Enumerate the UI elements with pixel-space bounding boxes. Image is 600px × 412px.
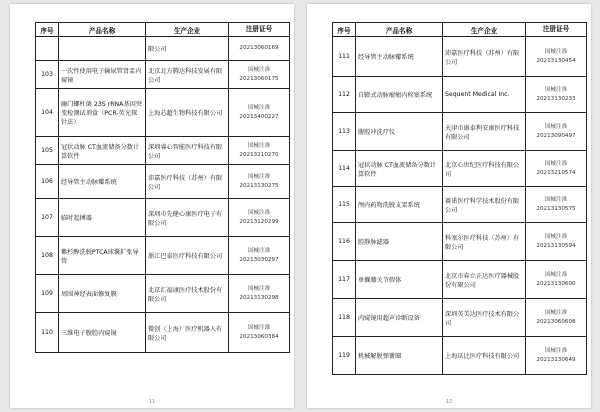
row-no: 108 bbox=[36, 237, 59, 275]
table-row bbox=[36, 199, 290, 237]
row-reg-prefix: 国械注准 bbox=[544, 234, 568, 241]
row-no: 104 bbox=[36, 89, 59, 137]
row-reg-prefix: 国械注准 bbox=[247, 143, 271, 150]
row-product-name bbox=[59, 37, 146, 61]
row-no: 116 bbox=[333, 223, 356, 261]
table-row bbox=[36, 37, 290, 61]
row-registration bbox=[229, 199, 290, 237]
row-reg-number: 20213210574 bbox=[536, 169, 576, 176]
row-enterprise: 深圳市先健心康医疗电子有限公司 bbox=[146, 199, 229, 237]
table-row bbox=[333, 299, 587, 337]
header-product-name: 产品名称 bbox=[59, 23, 146, 37]
row-product-name: 内窥镜用超声诊断设备 bbox=[356, 299, 443, 337]
row-registration bbox=[229, 89, 290, 137]
row-reg-number: 20213060608 bbox=[536, 318, 576, 325]
row-reg-number: 20213130594 bbox=[536, 242, 576, 249]
row-reg-number: 20213130454 bbox=[536, 57, 576, 64]
row-reg-number: 20213090497 bbox=[536, 132, 576, 139]
header-product-name: 产品名称 bbox=[356, 23, 443, 37]
row-enterprise: 沛嘉医疗科技（苏州）有限公司 bbox=[146, 165, 229, 199]
row-enterprise: Sequent Medical Inc. bbox=[443, 77, 526, 113]
document-page-right bbox=[307, 4, 591, 408]
row-product-name: 腔静脉滤器 bbox=[356, 223, 443, 261]
row-no: 113 bbox=[333, 113, 356, 151]
row-reg-prefix: 国械注准 bbox=[544, 49, 568, 56]
row-enterprise: 北京北方腾达科技发展有限公司 bbox=[146, 61, 229, 89]
row-product-name: 周围神经表面修复膜 bbox=[59, 275, 146, 313]
header-no: 序号 bbox=[36, 23, 59, 37]
row-no: 103 bbox=[36, 61, 59, 89]
table-row bbox=[333, 77, 587, 113]
row-reg-number: 20213060175 bbox=[239, 75, 279, 82]
table-header-row bbox=[36, 23, 290, 37]
page-number-left: 11 bbox=[148, 399, 156, 405]
header-registration: 注册证号 bbox=[526, 23, 587, 37]
table-row bbox=[333, 337, 587, 375]
row-no: 118 bbox=[333, 299, 356, 337]
row-reg-number: 20213130298 bbox=[239, 294, 279, 301]
row-product-name: 机械解脱弹簧圈 bbox=[356, 337, 443, 375]
row-product-name: 三维电子腹腔内窥镜 bbox=[59, 313, 146, 353]
row-enterprise: 深圳睿心智能医疗科技有限公司 bbox=[146, 137, 229, 165]
row-enterprise: 深圳英美达医疗技术有限公司 bbox=[443, 299, 526, 337]
row-registration bbox=[229, 137, 290, 165]
row-reg-number: 20213030297 bbox=[239, 256, 279, 263]
document-page-left bbox=[10, 4, 294, 408]
row-product-name: 紫杉醇洗脱PTCA球囊扩张导管 bbox=[59, 237, 146, 275]
page-number-right: 12 bbox=[445, 399, 453, 405]
row-product-name: 腹腔冲洗疗仪 bbox=[356, 113, 443, 151]
row-reg-prefix: 国械注准 bbox=[247, 105, 271, 112]
table-row bbox=[333, 151, 587, 187]
row-no: 111 bbox=[333, 37, 356, 77]
row-enterprise: 微创（上海）医疗机器人有限公司 bbox=[146, 313, 229, 353]
row-product-name: 单髁膝关节假体 bbox=[356, 261, 443, 299]
row-no: 109 bbox=[36, 275, 59, 313]
row-no: 112 bbox=[333, 77, 356, 113]
row-registration bbox=[229, 37, 290, 61]
row-reg-prefix: 国械注准 bbox=[247, 286, 271, 293]
row-registration bbox=[526, 223, 587, 261]
row-no: 110 bbox=[36, 313, 59, 353]
row-reg-prefix: 国械注准 bbox=[247, 67, 271, 74]
row-enterprise: 北京市春立正达医疗器械股份有限公司 bbox=[443, 261, 526, 299]
row-product-name: 颅内药物洗脱支架系统 bbox=[356, 187, 443, 223]
table-row bbox=[333, 187, 587, 223]
row-registration bbox=[526, 151, 587, 187]
row-product-name: 冠状动脉 CT血流储备分数计算软件 bbox=[356, 151, 443, 187]
row-reg-prefix: 国械注准 bbox=[544, 161, 568, 168]
row-registration bbox=[229, 61, 290, 89]
row-reg-prefix: 国械注准 bbox=[247, 248, 271, 255]
registration-table-right bbox=[332, 22, 587, 375]
row-reg-prefix: 国械注准 bbox=[247, 210, 271, 217]
header-enterprise: 生产企业 bbox=[146, 23, 229, 37]
row-registration bbox=[526, 337, 587, 375]
row-no: 119 bbox=[333, 337, 356, 375]
row-no: 105 bbox=[36, 137, 59, 165]
row-reg-number: 20213210270 bbox=[239, 151, 279, 158]
row-registration bbox=[526, 187, 587, 223]
table-row bbox=[36, 313, 290, 353]
row-reg-number: 20213130233 bbox=[536, 95, 576, 102]
row-enterprise: 浙江巴泰医疗科技有限公司 bbox=[146, 237, 229, 275]
row-registration bbox=[526, 299, 587, 337]
header-no: 序号 bbox=[333, 23, 356, 37]
row-no: 107 bbox=[36, 199, 59, 237]
table-row bbox=[36, 165, 290, 199]
row-reg-prefix: 国械注准 bbox=[544, 124, 568, 131]
row-reg-number: 20213120299 bbox=[239, 218, 279, 225]
row-no: 114 bbox=[333, 151, 356, 187]
row-reg-prefix: 国械注准 bbox=[544, 272, 568, 279]
table-row bbox=[36, 275, 290, 313]
row-registration bbox=[229, 275, 290, 313]
table-row bbox=[333, 223, 587, 261]
row-registration bbox=[229, 237, 290, 275]
row-reg-number: 20213400227 bbox=[239, 113, 279, 120]
row-registration bbox=[526, 77, 587, 113]
row-reg-prefix: 国械注准 bbox=[544, 197, 568, 204]
row-product-name: 自膨式动脉瘤瘤内栓塞系统 bbox=[356, 77, 443, 113]
row-enterprise: 限公司 bbox=[146, 37, 229, 61]
row-reg-prefix: 国械注准 bbox=[247, 325, 271, 332]
row-reg-prefix: 国械注准 bbox=[544, 310, 568, 317]
row-product-name: 冠状动脉 CT血流储备分数计算软件 bbox=[59, 137, 146, 165]
row-reg-prefix: 国械注准 bbox=[247, 174, 271, 181]
table-row bbox=[333, 261, 587, 299]
row-registration bbox=[526, 261, 587, 299]
row-product-name: 经导管主动脉瓣系统 bbox=[356, 37, 443, 77]
row-product-name: 临时起搏器 bbox=[59, 199, 146, 237]
row-no: 115 bbox=[333, 187, 356, 223]
row-reg-number: 20213060169 bbox=[239, 45, 279, 52]
row-reg-prefix: 国械注准 bbox=[544, 348, 568, 355]
row-product-name: 一次性使用电子输尿管肾盂内窥镜 bbox=[59, 61, 146, 89]
row-reg-number: 20213130600 bbox=[536, 280, 576, 287]
header-registration: 注册证号 bbox=[229, 23, 290, 37]
row-enterprise: 赛诺医疗科学技术股份有限公司 bbox=[443, 187, 526, 223]
table-row bbox=[36, 89, 290, 137]
table-row bbox=[333, 113, 587, 151]
row-reg-number: 20213060384 bbox=[239, 333, 279, 340]
row-registration bbox=[229, 165, 290, 199]
row-product-name: 经导管主动脉瓣系统 bbox=[59, 165, 146, 199]
row-registration bbox=[526, 113, 587, 151]
row-registration bbox=[229, 313, 290, 353]
table-row bbox=[36, 61, 290, 89]
table-header-row bbox=[333, 23, 587, 37]
row-enterprise: 北京心世纪医疗科技有限公司 bbox=[443, 151, 526, 187]
header-enterprise: 生产企业 bbox=[443, 23, 526, 37]
row-reg-prefix: 国械注准 bbox=[544, 87, 568, 94]
row-product-name: 幽门螺杆菌 23S rRNA基因突变检测试剂盒（PCR-荧光探针法） bbox=[59, 89, 146, 137]
row-enterprise: 上海沃比医疗科技有限公司 bbox=[443, 337, 526, 375]
row-registration bbox=[526, 37, 587, 77]
row-no: 117 bbox=[333, 261, 356, 299]
row-reg-number: 20213130275 bbox=[239, 182, 279, 189]
row-no bbox=[36, 37, 59, 61]
table-row bbox=[36, 137, 290, 165]
table-row bbox=[36, 237, 290, 275]
row-enterprise: 天津市康泰利安康医疗科技有限公司 bbox=[443, 113, 526, 151]
row-reg-number: 20213130575 bbox=[536, 205, 576, 212]
table-row bbox=[333, 37, 587, 77]
row-enterprise: 北京汇福康医疗技术股份有限公司 bbox=[146, 275, 229, 313]
row-enterprise: 科塞尔医疗科技（苏州）有限公司 bbox=[443, 223, 526, 261]
registration-table-left bbox=[35, 22, 290, 353]
row-no: 106 bbox=[36, 165, 59, 199]
row-enterprise: 上海芯超生物科技有限公司 bbox=[146, 89, 229, 137]
row-reg-number: 20213130649 bbox=[536, 356, 576, 363]
row-enterprise: 沛嘉医疗科技（苏州）有限公司 bbox=[443, 37, 526, 77]
